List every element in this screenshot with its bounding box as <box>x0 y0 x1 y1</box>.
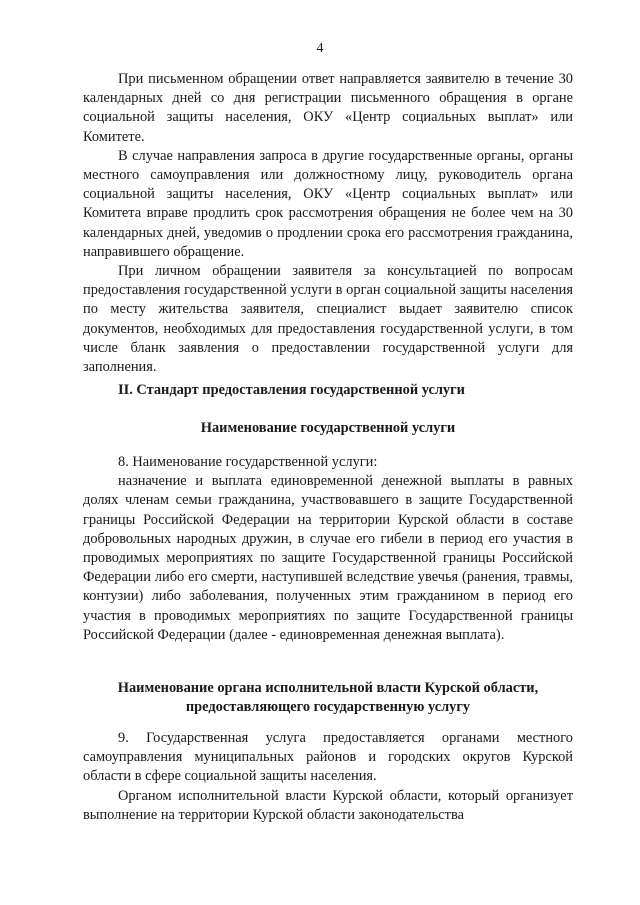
subsection-title-line: Наименование органа исполнительной власти Курской области, <box>117 680 539 696</box>
subsection-title: Наименование государственной услуги <box>200 420 456 436</box>
paragraph: 8. Наименование государственной услуги: <box>118 454 378 470</box>
subsection-service-name-text <box>83 453 573 645</box>
subsection-authority-text <box>83 729 573 825</box>
paragraph: Органом исполнительной власти Курской области, который организует выполнение на территории Курской области законодательства <box>83 787 573 823</box>
subsection-title-line: предоставляющего государственную услугу <box>185 699 471 716</box>
paragraph: В случае направления запроса в другие государственные органы, органы местного самоуправления или должностному лицу, руководитель органа социальной защиты населения, ОКУ «Центр социальных выплат» или Комитета вправе продлить срок рассмотрения обращения не более чем на 30 календарных дней, уведомив о продлении срока его рассмотрения гражданина, направившего обращение. <box>83 147 573 260</box>
page-number: 4 <box>316 41 324 56</box>
paragraph: 9. Государственная услуга предоставляется органами местного самоуправления муниципальных районов и городских округов Курской области в сфере социальной защиты населения. <box>83 730 573 785</box>
chapter-title: II. Стандарт предоставления государственной услуги <box>118 382 465 398</box>
section-intro-text <box>83 70 573 377</box>
subsection-title <box>83 679 573 717</box>
paragraph: назначение и выплата единовременной денежной выплаты в равных долях членам семьи гражданина, участвовавшего в защите Государственной границы Российской Федерации на территории Курской области в составе добровольных народных дружин, в случае его гибели в период его участия в проводимых мероприятиях по защите Государственной границы Российской Федерации либо его смерти, наступившей вследствие увечья (ранения, травмы, контузии) либо заболевания, полученных этим гражданином в период его участия в проводимых мероприятиях по защите Государственной границы Российской Федерации (далее - единовременная денежная выплата). <box>83 473 573 643</box>
paragraph: При личном обращении заявителя за консультацией по вопросам предоставления государственной услуги в орган социальной защиты населения по месту жительства заявителя, специалист выдает заявителю список документов, необходимых для предоставления государственной услуги, в том числе бланк заявления о предоставлении государственной услуги для заполнения. <box>83 263 573 376</box>
paragraph: При письменном обращении ответ направляется заявителю в течение 30 календарных дней со дня регистрации письменного обращения в органе социальной защиты населения, ОКУ «Центр социальных выплат» или Комитете. <box>83 71 573 145</box>
